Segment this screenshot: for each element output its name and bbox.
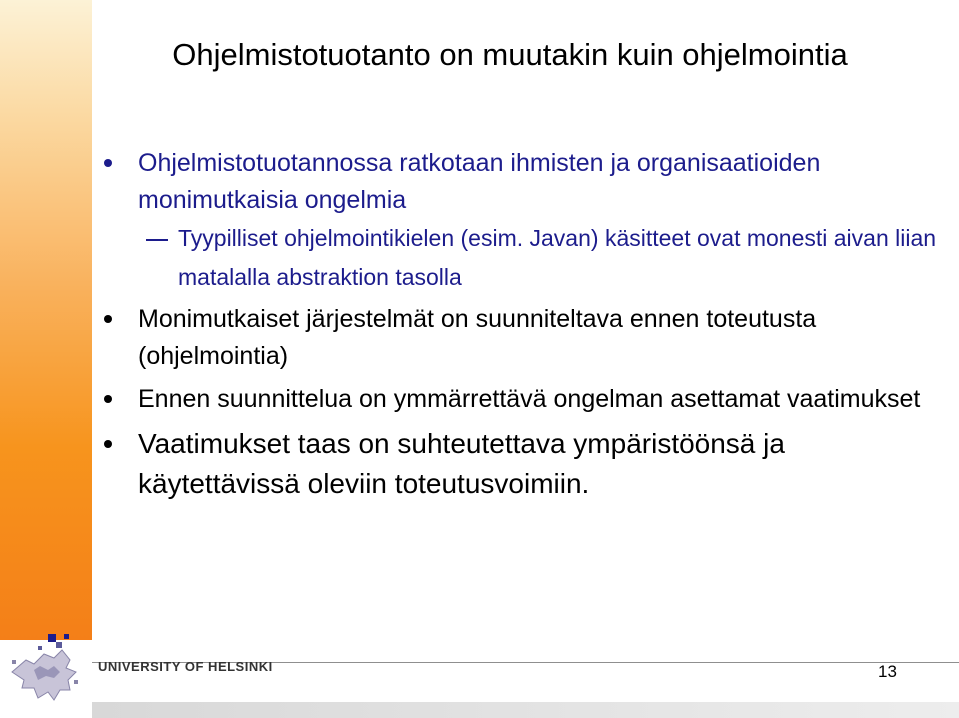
bullet-dot-icon — [104, 315, 112, 323]
bullet-item — [98, 424, 943, 504]
slide-footer — [0, 612, 959, 718]
sub-bullet-item — [98, 219, 943, 297]
bullet-item — [98, 301, 943, 375]
university-of-helsinki-logo — [4, 620, 86, 716]
bullet-list — [98, 145, 943, 510]
bullet-text: Ennen suunnittelua on ymmärrettävä ongelman asettamat vaatimukset — [138, 385, 921, 413]
bullet-dot-icon — [104, 395, 112, 403]
bullet-item — [98, 145, 943, 219]
sub-bullet-text: Tyypilliset ohjelmointikielen (esim. Javan) käsitteet ovat monesti aivan liian matalalla abstraktion tasolla — [178, 225, 937, 290]
footer-band — [92, 702, 959, 718]
bullet-item — [98, 381, 943, 418]
bullet-dot-icon — [104, 159, 112, 167]
bullet-dot-icon — [104, 440, 112, 448]
side-decorative-band — [0, 0, 92, 640]
bullet-text: Ohjelmistotuotannossa ratkotaan ihmisten ja organisaatioiden monimutkaisia ongelmia — [138, 149, 821, 214]
slide-title: Ohjelmistotuotanto on muutakin kuin ohjelmointia — [172, 37, 848, 72]
university-name: UNIVERSITY OF HELSINKI — [98, 659, 273, 674]
page-number: 13 — [878, 662, 897, 681]
bullet-text: Monimutkaiset järjestelmät on suunniteltava ennen toteutusta (ohjelmointia) — [138, 305, 817, 370]
bullet-text: Vaatimukset taas on suhteutettava ympäristöönsä ja käytettävissä oleviin toteutusvoimiin. — [138, 428, 785, 499]
dash-icon — [146, 239, 168, 241]
